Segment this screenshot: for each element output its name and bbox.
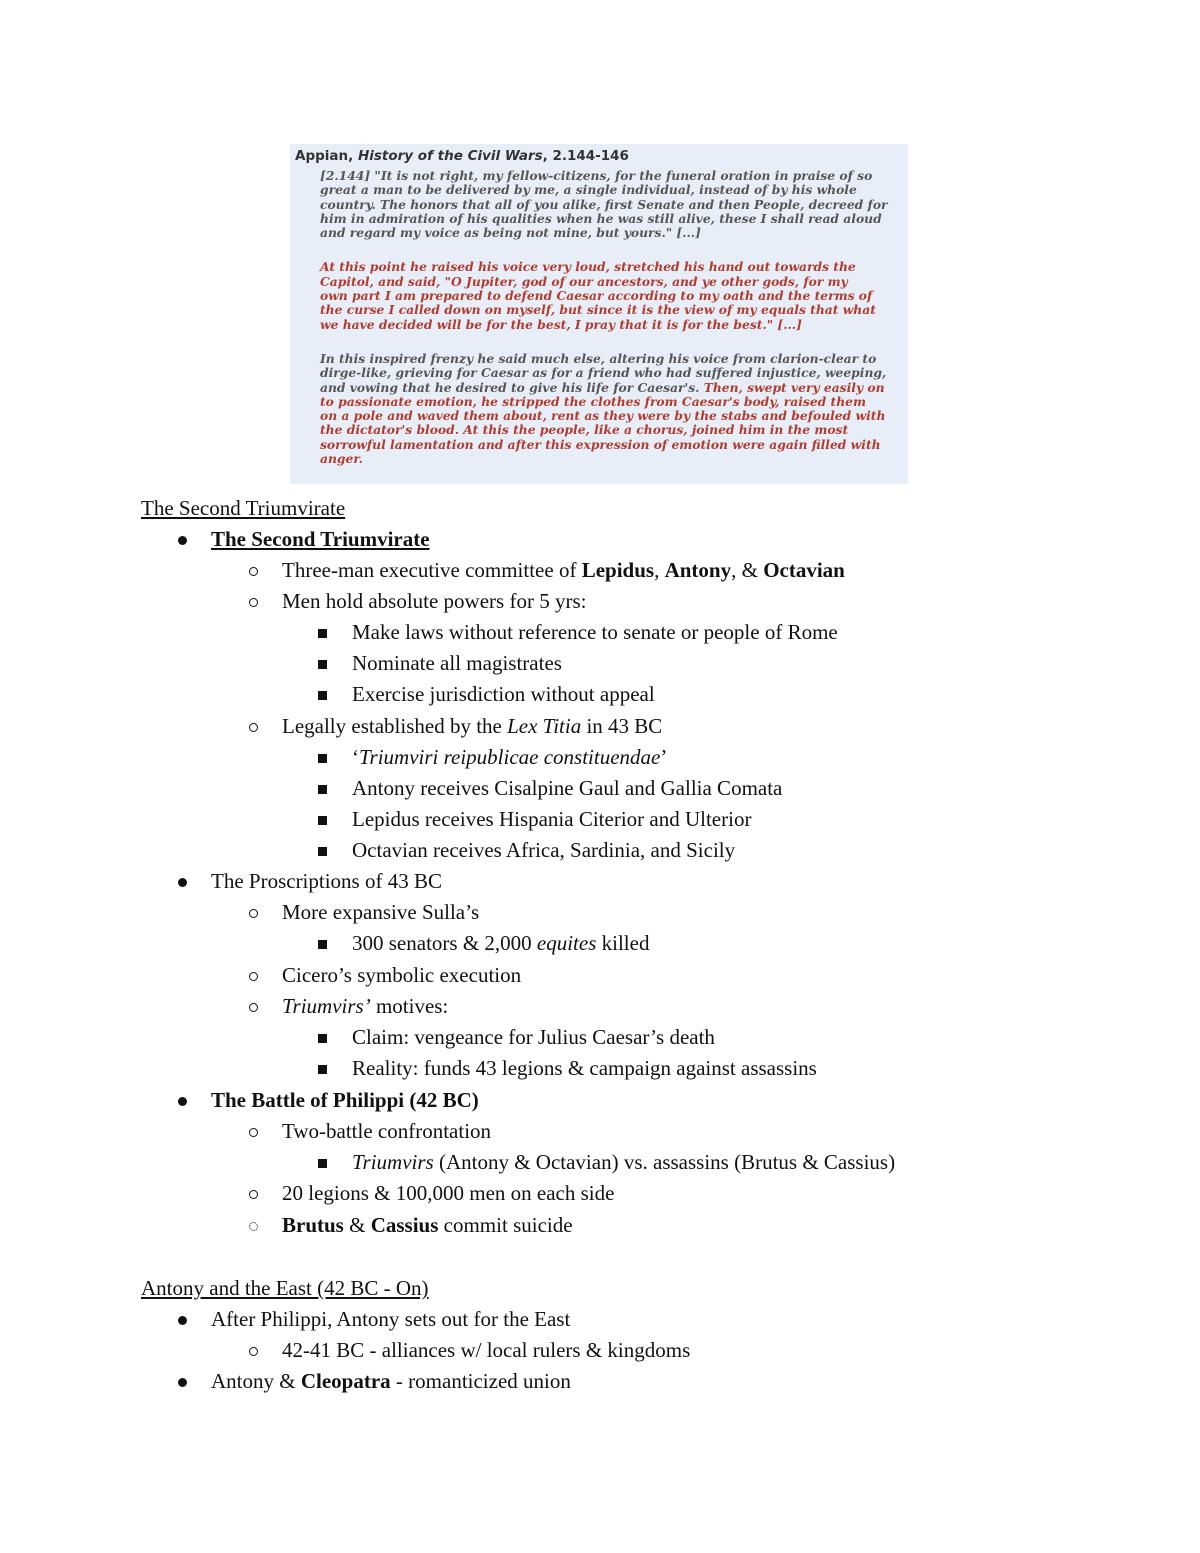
bullet-dot — [178, 1087, 187, 1113]
item-alliances: 42-41 BC - alliances w/ local rulers & kingdoms — [282, 1338, 691, 1362]
bullet-square — [318, 837, 327, 863]
bullet-ring — [249, 993, 258, 1019]
quote-paragraph-3: In this inspired frenzy he said much else, altering his voice from clarion-clear to dirge-like, grieving for Caesar as for a friend who had suffered injustice, weeping, and vowing that he desired to give his life for Caesar's. Then, swept very easily on to passionate emotion, he stripped the clothes from Caesar's body, raised them on a pole and waved them about, rent as they were by the stabs and befouled with the dictator's blood. At this the people, like a chorus, joined him in the most sorrowful lamentation and after this expression of emotion were again filled with anger. — [320, 350, 887, 467]
bullet-ring — [249, 588, 258, 614]
bullet-ring — [249, 557, 258, 583]
bullet-square — [318, 930, 327, 956]
item-power-1: Make laws without reference to senate or people of Rome — [352, 620, 838, 644]
bullet-ring — [249, 1337, 258, 1363]
item-claim: Claim: vengeance for Julius Caesar’s death — [352, 1025, 715, 1049]
bullet-square — [318, 650, 327, 676]
item-province-lepidus: Lepidus receives Hispania Citerior and Ulterior — [352, 807, 752, 831]
bullet-dot — [178, 1368, 187, 1394]
bullet-square — [318, 744, 327, 770]
item-absolute-powers: Men hold absolute powers for 5 yrs: — [282, 589, 587, 613]
bullet-ring — [249, 713, 258, 739]
item-reality: Reality: funds 43 legions & campaign against assassins — [352, 1056, 817, 1080]
section-heading-second-triumvirate: The Second Triumvirate — [141, 496, 346, 520]
item-power-2: Nominate all magistrates — [352, 651, 562, 675]
item-province-octavian: Octavian receives Africa, Sardinia, and Sicily — [352, 838, 736, 862]
item-suicide: Brutus & Cassius commit suicide — [282, 1213, 573, 1237]
item-expansive: More expansive Sulla’s — [282, 900, 480, 924]
item-killed: 300 senators & 2,000 equites killed — [352, 931, 650, 955]
item-triumviri-title: ‘Triumviri reipublicae constituendae’ — [352, 745, 668, 769]
bullet-square — [318, 619, 327, 645]
bullet-dot — [178, 526, 187, 552]
bullet-ring — [249, 1212, 258, 1238]
item-province-antony: Antony receives Cisalpine Gaul and Gallia Comata — [352, 776, 783, 800]
item-lex-titia: Legally established by the Lex Titia in 43 BC — [282, 714, 663, 738]
item-power-3: Exercise jurisdiction without appeal — [352, 682, 655, 706]
bullet-square — [318, 1149, 327, 1175]
appian-quote-image — [290, 144, 908, 484]
item-cicero: Cicero’s symbolic execution — [282, 963, 522, 987]
bullet-square — [318, 1024, 327, 1050]
bullet-dot — [178, 868, 187, 894]
bullet-ring — [249, 962, 258, 988]
bullet-ring — [249, 1180, 258, 1206]
bullet-after-philippi: After Philippi, Antony sets out for the East — [211, 1307, 571, 1331]
bullet-square — [318, 1055, 327, 1081]
bullet-ring — [249, 1118, 258, 1144]
item-motives: Triumvirs’ motives: — [282, 994, 449, 1018]
item-two-battle: Two-battle confrontation — [282, 1119, 492, 1143]
bullet-second-triumvirate: The Second Triumvirate — [211, 527, 430, 551]
bullet-philippi: The Battle of Philippi (42 BC) — [211, 1088, 479, 1112]
item-executive-committee: Three-man executive committee of Lepidus, Antony, & Octavian — [282, 558, 845, 582]
bullet-square — [318, 775, 327, 801]
bullet-square — [318, 806, 327, 832]
item-triumvirs-vs-assassins: Triumvirs (Antony & Octavian) vs. assassins (Brutus & Cassius) — [352, 1150, 896, 1174]
bullet-dot — [178, 1306, 187, 1332]
quote-title: Appian, History of the Civil Wars, 2.144-146 — [295, 148, 629, 164]
bullet-proscriptions: The Proscriptions of 43 BC — [211, 869, 442, 893]
section-heading-antony-east: Antony and the East (42 BC - On) — [141, 1276, 429, 1300]
bullet-ring — [249, 899, 258, 925]
bullet-cleopatra: Antony & Cleopatra - romanticized union — [211, 1369, 571, 1393]
bullet-square — [318, 681, 327, 707]
item-legions: 20 legions & 100,000 men on each side — [282, 1181, 615, 1205]
quote-paragraph-2: At this point he raised his voice very loud, stretched his hand out towards the Capitol, and said, "O Jupiter, god of our ancestors, and ye other gods, for my own part I am prepared to defend Caesar according to my oath and the terms of the curse I called down on myself, but since it is the view of my equals that what we have decided will be for the best, I pray that it is for the best." [...] — [320, 259, 876, 332]
quote-paragraph-1: [2.144] "It is not right, my fellow-citizens, for the funeral oration in praise of so great a man to be delivered by me, a single individual, instead of by his whole country. The honors that all of you alike, first Senate and then People, decreed for him in admiration of his qualities when he was still alive, these I shall read aloud and regard my voice as being not mine, but yours." [...] — [320, 168, 888, 241]
